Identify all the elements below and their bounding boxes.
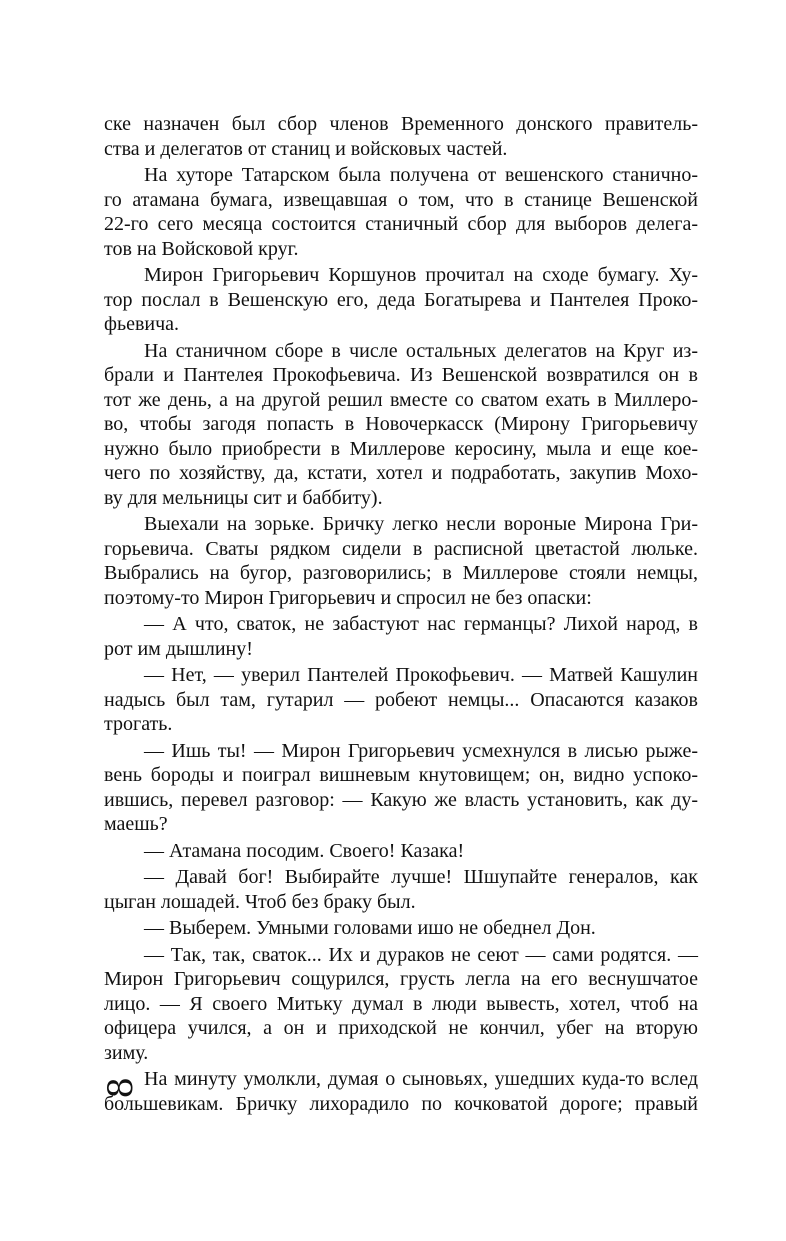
text-line: — Так, так, сваток... Их и дураков не сеют — сами родятся. — bbox=[144, 943, 698, 966]
text-line: офицера учился, а он и приходской не кончил, убег на вторую bbox=[104, 1017, 698, 1039]
text-line: — Ишь ты! — Мирон Григорьевич усмехнулся в лисью рыже- bbox=[144, 739, 698, 762]
text-line: — Нет, — уверил Пантелей Прокофьевич. — Матвей Кашулин bbox=[144, 664, 698, 686]
text-line: нужно было приобрести в Миллерове керосину, мыла и еще коe- bbox=[104, 437, 698, 460]
paragraph bbox=[101, 1067, 698, 1116]
text-line: — А что, сваток, не забастуют нас германцы? Лихой народ, в bbox=[144, 613, 698, 635]
text-line: Выехали на зорьке. Бричку легко несли вороные Мирона Гри- bbox=[144, 513, 698, 535]
text-line: ства и делегатов от станиц и войсковых частей. bbox=[104, 137, 508, 160]
page-text-block bbox=[101, 112, 698, 1116]
text-line: Выбрались на бугор, разговорились; в Миллерове стояли немцы, bbox=[104, 562, 698, 584]
text-line: лицо. — Я своего Митьку думал в люди вывесть, хотел, чтоб на bbox=[104, 992, 698, 1015]
text-line: 22-го сего месяца состоится станичный сбор для выборов делега- bbox=[104, 213, 698, 235]
text-line: надысь был там, гутарил — робеют немцы... Опасаются казаков bbox=[104, 688, 698, 711]
text-line: На станичном сборе в числе остальных делегатов на Круг из- bbox=[144, 339, 698, 362]
text-line: — Давай бог! Выбирайте лучше! Шшупайте генералов, как bbox=[144, 866, 698, 888]
text-line: Мирон Григорьевич сощурился, грусть легла на его веснушчатое bbox=[104, 968, 698, 990]
text-line: ву для мельницы сит и баббиту). bbox=[104, 486, 383, 509]
paragraph bbox=[104, 339, 698, 511]
text-line: трогать. bbox=[104, 713, 173, 735]
text-line: На хуторе Татарском была получена от вешенского станично- bbox=[144, 164, 698, 186]
text-line: Мирон Григорьевич Коршунов прочитал на сходе бумагу. Ху- bbox=[144, 264, 698, 286]
paragraph bbox=[104, 263, 698, 337]
text-line: маешь? bbox=[104, 813, 168, 835]
text-line: тот же день, а на другой решил вместе со сватом ехать в Миллеро- bbox=[104, 388, 698, 411]
page-number: 8 bbox=[101, 1077, 141, 1099]
paragraph bbox=[104, 943, 698, 1066]
paragraph bbox=[104, 663, 698, 737]
text-line: чего по хозяйству, да, кстати, хотел и подработать, закупив Мохо- bbox=[104, 462, 698, 484]
text-line: горьевича. Сваты рядком сидели в расписной цветастой люльке. bbox=[104, 537, 698, 560]
text-line: брали и Пантелея Прокофьевича. Из Вешенской возвратился он в bbox=[104, 364, 698, 386]
text-line: — Атамана посодим. Своего! Казака! bbox=[144, 839, 465, 862]
paragraph bbox=[104, 739, 698, 837]
paragraph bbox=[104, 163, 698, 261]
text-line: тов на Войсковой круг. bbox=[104, 237, 299, 260]
text-line: ске назначен был сбор членов Временного донского правитель- bbox=[104, 113, 698, 135]
text-line: поэтому-то Мирон Григорьевич и спросил не без опаски: bbox=[104, 586, 592, 609]
paragraph bbox=[104, 112, 698, 161]
text-line: го атамана бумага, извещавшая о том, что в станице Вешенской bbox=[104, 188, 698, 211]
text-line: рот им дышлину! bbox=[104, 637, 253, 660]
paragraph bbox=[104, 916, 698, 941]
text-line: ившись, перевел разговор: — Какую же власть установить, как ду- bbox=[104, 788, 698, 811]
text-line: фьевича. bbox=[104, 313, 180, 335]
text-line: большевикам. Бричку лихорадило по кочковатой дороге; правый bbox=[104, 1092, 698, 1115]
text-line: во, чтобы загодя попасть в Новочеркасск (Мирону Григорьевичу bbox=[104, 413, 698, 435]
text-line: зиму. bbox=[104, 1041, 149, 1064]
text-line: вень бороды и поиграл вишневым кнутовищем; он, видно успоко- bbox=[104, 764, 698, 786]
paragraph bbox=[104, 512, 698, 610]
paragraph bbox=[104, 865, 698, 914]
text-line: цыган лошадей. Чтоб без браку был. bbox=[104, 890, 416, 913]
paragraph bbox=[104, 612, 698, 661]
text-line: тор послал в Вешенскую его, деда Богатырева и Пантелея Проко- bbox=[104, 288, 698, 311]
text-line: На минуту умолкли, думая о сыновьях, ушедших куда-то вслед bbox=[144, 1068, 698, 1090]
paragraph bbox=[104, 839, 698, 864]
text-line: — Выберем. Умными головами ишо не обеднел Дон. bbox=[144, 917, 596, 939]
